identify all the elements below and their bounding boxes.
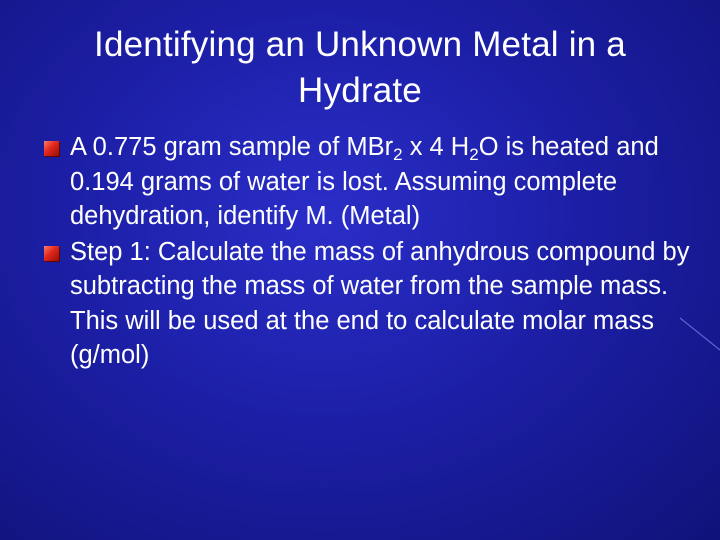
subscript-2-hydrogen: 2 (469, 145, 479, 164)
bullet-text-part-b: x 4 H (402, 133, 470, 161)
bullet-text-part-a: A 0.775 gram sample of MBr (70, 133, 394, 161)
bullet-text-step-1: Step 1: Calculate the mass of anhydrous compound by subtracting the mass of water from the sample mass. This will be used at the end to calculate molar mass (g/mol) (70, 237, 690, 369)
red-square-bullet-icon (44, 141, 59, 156)
red-square-bullet-icon (44, 246, 59, 261)
bullet-list (44, 130, 704, 374)
title-line-2: Hydrate (298, 71, 422, 110)
subscript-2-bromine: 2 (393, 145, 403, 164)
slide-title (0, 22, 720, 114)
bullet-item-problem (44, 130, 704, 234)
title-line-1: Identifying an Unknown Metal in a (94, 25, 626, 64)
bullet-item-step-1 (44, 235, 704, 373)
bullet-text-part-c: O is heated and 0.194 grams of water is lost. Assuming complete dehydration, identify M. (Metal) (70, 133, 659, 230)
